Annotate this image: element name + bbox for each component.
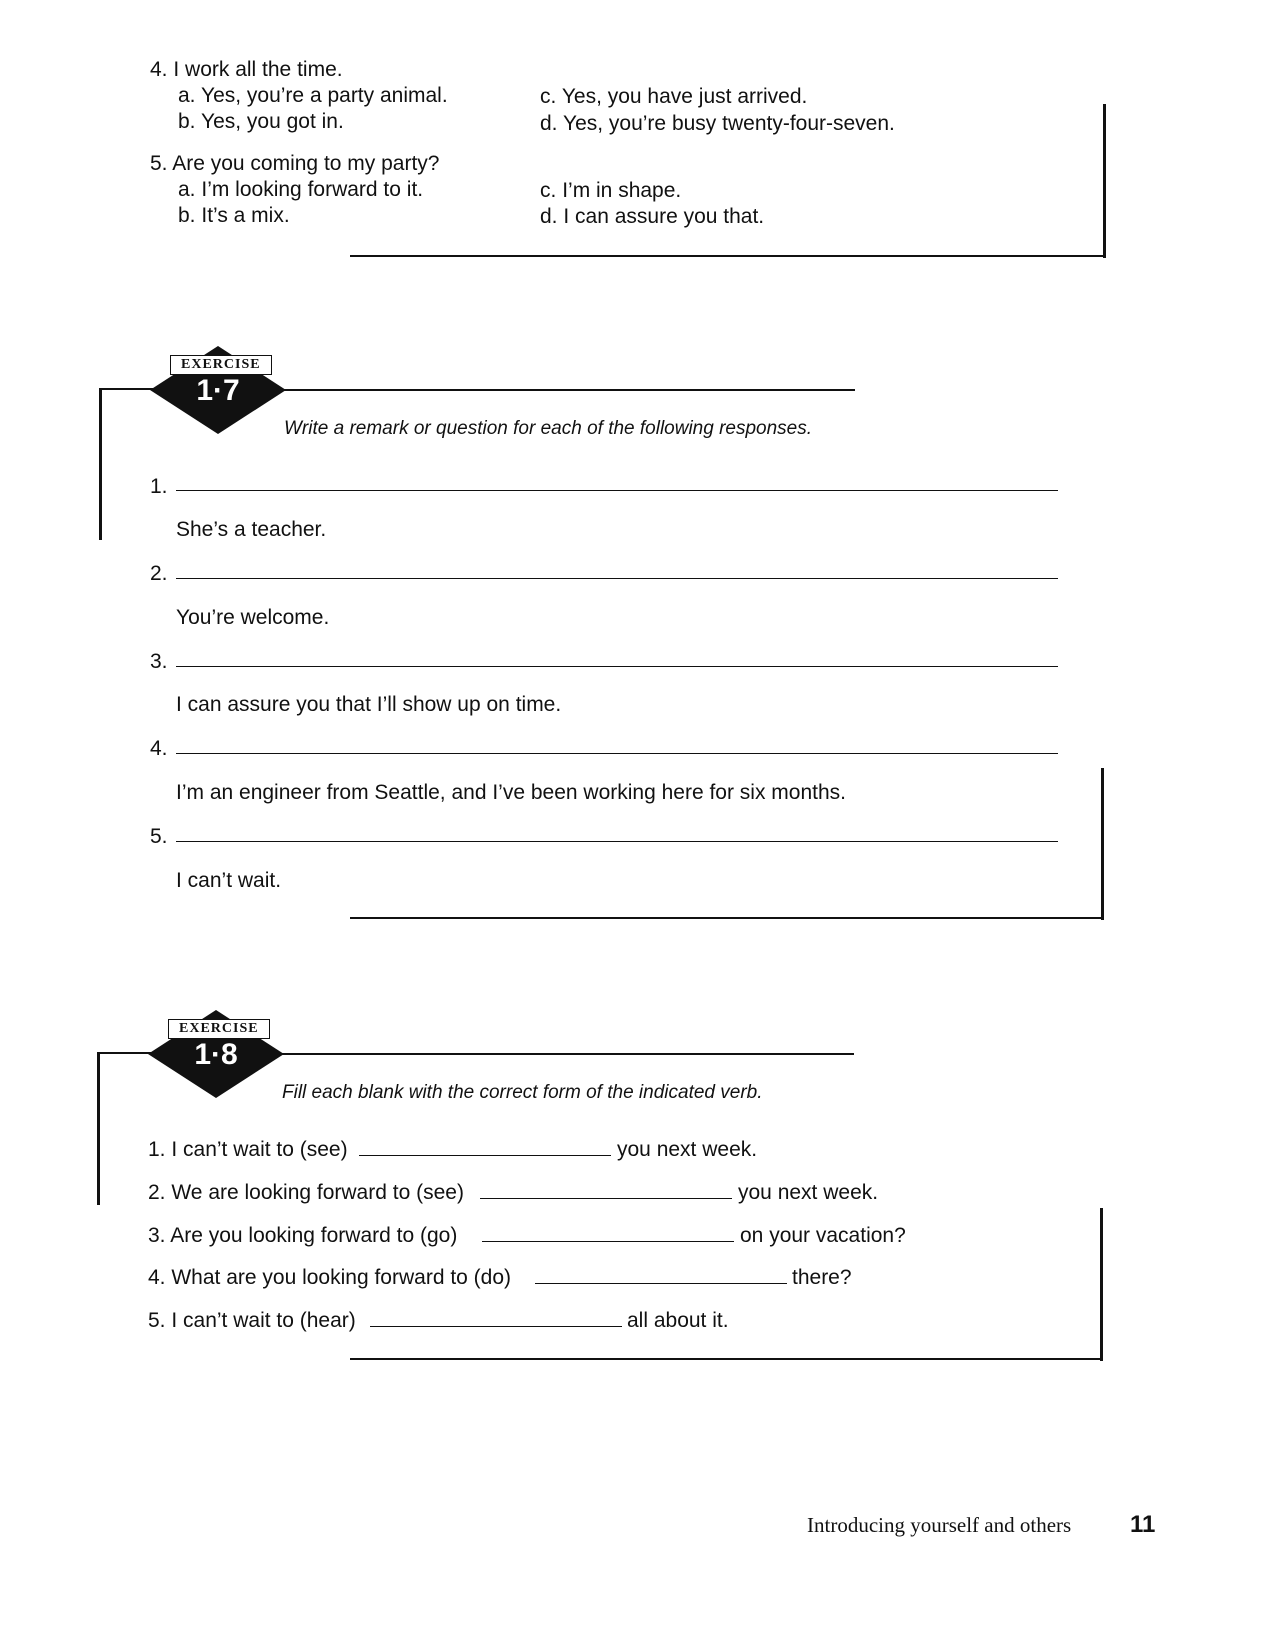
answer-number: 4. <box>150 737 168 760</box>
option-text: I’m looking forward to it. <box>201 178 424 201</box>
option-c <box>540 84 807 110</box>
option-text: I’m in shape. <box>562 179 682 202</box>
answer-line[interactable] <box>176 753 1058 754</box>
response-text: She’s a teacher. <box>176 518 327 541</box>
item-prompt: Are you looking forward to (go) <box>170 1224 458 1247</box>
running-footer-title: Introducing yourself and others <box>807 1513 1072 1537</box>
option-letter: c. <box>540 179 557 202</box>
exercise-number: 1·8 <box>194 1038 238 1071</box>
item-number: 2. <box>148 1181 166 1204</box>
response-text: I can assure you that I’ll show up on time. <box>176 693 562 716</box>
option-letter: a. <box>178 178 196 201</box>
fill-blank-line[interactable] <box>535 1283 787 1284</box>
answer-line[interactable] <box>176 666 1058 667</box>
frame-right-border <box>1100 1208 1103 1361</box>
option-d <box>540 111 895 137</box>
answer-number: 1. <box>150 475 168 498</box>
answer-line[interactable] <box>176 490 1058 491</box>
item-number: 5. <box>148 1309 166 1332</box>
item-prompt: We are looking forward to (see) <box>171 1181 464 1204</box>
option-letter: d. <box>540 205 558 228</box>
fill-blank-item <box>148 1137 348 1163</box>
question-text: Are you coming to my party? <box>172 152 440 175</box>
question-number: 4. <box>150 58 168 81</box>
answer-number: 2. <box>150 562 168 585</box>
item-continuation: there? <box>792 1266 852 1289</box>
option-text: Yes, you’re a party animal. <box>200 84 448 107</box>
fill-blank-item <box>148 1223 457 1249</box>
frame-left-border <box>99 388 102 540</box>
answer-line[interactable] <box>176 841 1058 842</box>
answer-line[interactable] <box>176 578 1058 579</box>
option-letter: c. <box>540 85 557 108</box>
fill-blank-line[interactable] <box>359 1155 611 1156</box>
frame-right-border <box>1103 104 1106 258</box>
item-number: 3. <box>148 1224 166 1247</box>
item-number: 4. <box>148 1266 166 1289</box>
option-d <box>540 204 764 230</box>
option-letter: b. <box>178 110 196 133</box>
item-continuation: on your vacation? <box>740 1224 906 1247</box>
option-a <box>178 177 423 203</box>
fill-blank-line[interactable] <box>370 1326 622 1327</box>
option-text: I can assure you that. <box>563 205 765 228</box>
frame-bottom-border <box>350 917 1104 919</box>
frame-right-border <box>1101 768 1104 920</box>
option-b <box>178 203 290 229</box>
fill-blank-item <box>148 1265 511 1291</box>
exercise-label: EXERCISE <box>170 355 272 375</box>
item-prompt: What are you looking forward to (do) <box>171 1266 512 1289</box>
exercise-number: 1·7 <box>196 374 240 407</box>
frame-bottom-border <box>350 255 1106 257</box>
option-letter: d. <box>540 112 558 135</box>
response-text: You’re welcome. <box>176 606 330 629</box>
option-text: Yes, you have just arrived. <box>561 85 808 108</box>
option-text: It’s a mix. <box>201 204 290 227</box>
item-continuation: you next week. <box>738 1181 879 1204</box>
option-text: Yes, you’re busy twenty-four-seven. <box>562 112 895 135</box>
frame-top-border <box>270 389 855 391</box>
exercise-instruction: Write a remark or question for each of the following responses. <box>284 418 813 439</box>
option-text: Yes, you got in. <box>200 110 344 133</box>
fill-blank-line[interactable] <box>480 1198 732 1199</box>
question-text: I work all the time. <box>173 58 343 81</box>
question-number: 5. <box>150 152 168 175</box>
response-text: I can’t wait. <box>176 869 282 892</box>
item-number: 1. <box>148 1138 166 1161</box>
frame-top-border <box>270 1053 854 1055</box>
option-b <box>178 109 344 135</box>
page-number: 11 <box>1130 1511 1156 1538</box>
item-continuation: all about it. <box>627 1309 729 1332</box>
question-4 <box>150 57 343 83</box>
question-5 <box>150 151 439 177</box>
item-prompt: I can’t wait to (see) <box>171 1138 348 1161</box>
item-continuation: you next week. <box>617 1138 758 1161</box>
fill-blank-item <box>148 1308 356 1334</box>
item-prompt: I can’t wait to (hear) <box>171 1309 356 1332</box>
exercise-instruction: Fill each blank with the correct form of the indicated verb. <box>282 1082 763 1103</box>
answer-number: 5. <box>150 825 168 848</box>
answer-number: 3. <box>150 650 168 673</box>
response-text: I’m an engineer from Seattle, and I’ve been working here for six months. <box>176 781 847 804</box>
fill-blank-line[interactable] <box>482 1241 734 1242</box>
exercise-label: EXERCISE <box>168 1019 270 1039</box>
option-c <box>540 178 681 204</box>
frame-left-border <box>97 1052 100 1205</box>
option-letter: b. <box>178 204 196 227</box>
frame-bottom-border <box>350 1358 1103 1360</box>
option-a <box>178 83 448 109</box>
fill-blank-item <box>148 1180 464 1206</box>
option-letter: a. <box>178 84 196 107</box>
